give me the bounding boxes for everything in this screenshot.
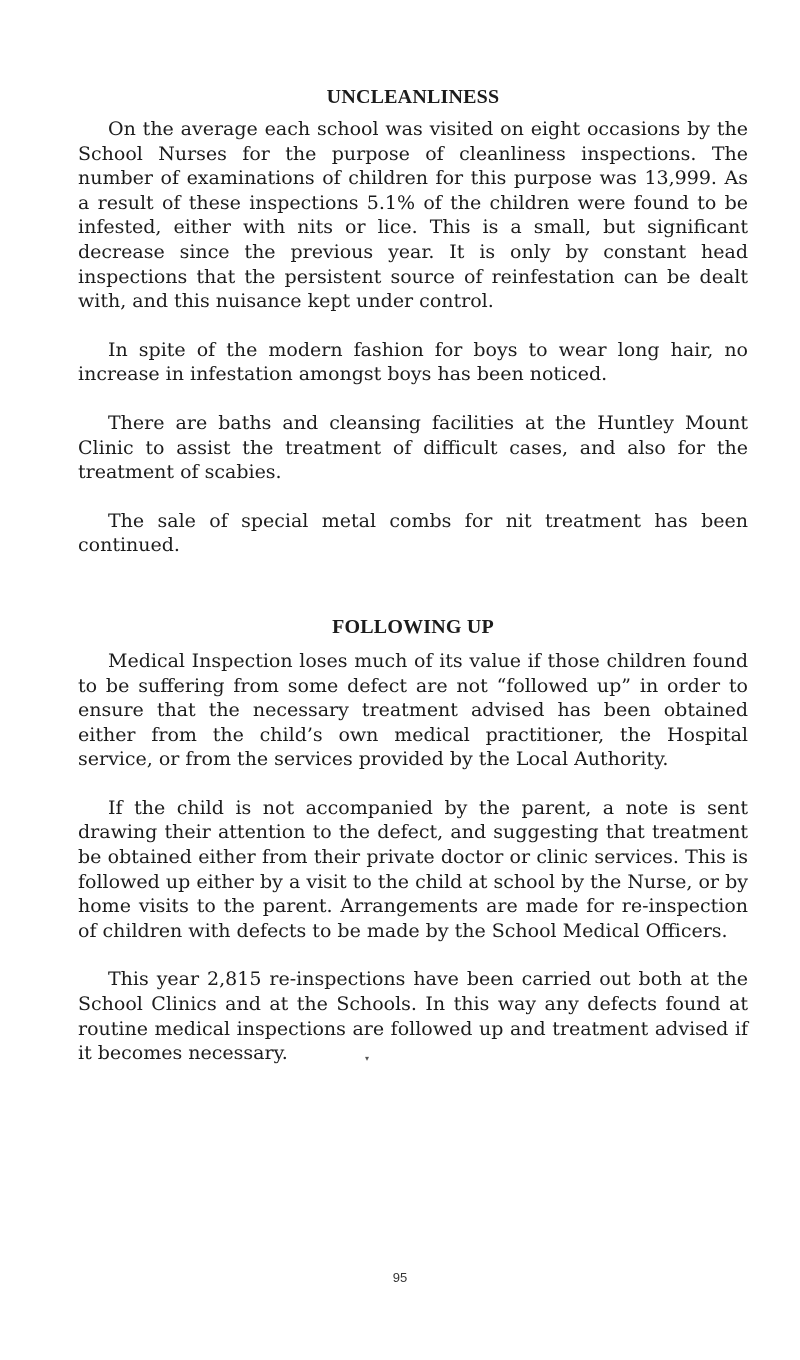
document-page: [78, 86, 748, 1090]
paragraph-metal-combs: The sale of special metal combs for nit treatment has been continued.: [78, 509, 748, 557]
paragraph-cleanliness-inspections: On the average each school was visited on eight occasions by the School Nurses for the purpose of cleanliness inspections. The number of examinations of children for this purpose was 13,999. As a result of these inspections 5.1% of the children were found to be infested, either with nits or lice. This is a small, but significant decrease since the previous year. It is only by constant head inspections that the persistent source of reinfestation can be dealt with, and this nuisance kept under control.: [78, 118, 748, 313]
heading-following-up: FOLLOWING UP: [332, 615, 494, 638]
paragraph-parent-note: If the child is not accompanied by the parent, a note is sent drawing their attention to the defect, and suggesting that treatment be obtained either from their private doctor or clinic services. This is followed up either by a visit to the child at school by the Nurse, or by home visits to the parent. Arrangements are made for re-inspection of children with defects to be made by the School Medical Officers.: [78, 796, 748, 942]
page-number: 95: [392, 1270, 408, 1285]
paragraph-re-inspections: This year 2,815 re-inspections have been carried out both at the School Clinics and at the Schools. In this way any defects found at routine medical inspections are followed up and treatment advised if it becomes necessary.: [78, 968, 748, 1065]
print-speck: ▾: [365, 1054, 370, 1063]
paragraph-cleansing-facilities: There are baths and cleansing facilities at the Huntley Mount Clinic to assist the treatment of difficult cases, and also for the treatment of scabies.: [78, 411, 748, 484]
paragraph-medical-inspection-value: Medical Inspection loses much of its value if those children found to be suffering from some defect are not “followed up” in order to ensure that the necessary treatment advised has been obtained either from the child’s own medical practitioner, the Hospital service, or from the services provided by the Local Authority.: [78, 649, 748, 771]
heading-uncleanliness: UNCLEANLINESS: [326, 86, 500, 108]
paragraph-long-hair: In spite of the modern fashion for boys to wear long hair, no increase in infestation amongst boys has been noticed.: [78, 338, 748, 386]
